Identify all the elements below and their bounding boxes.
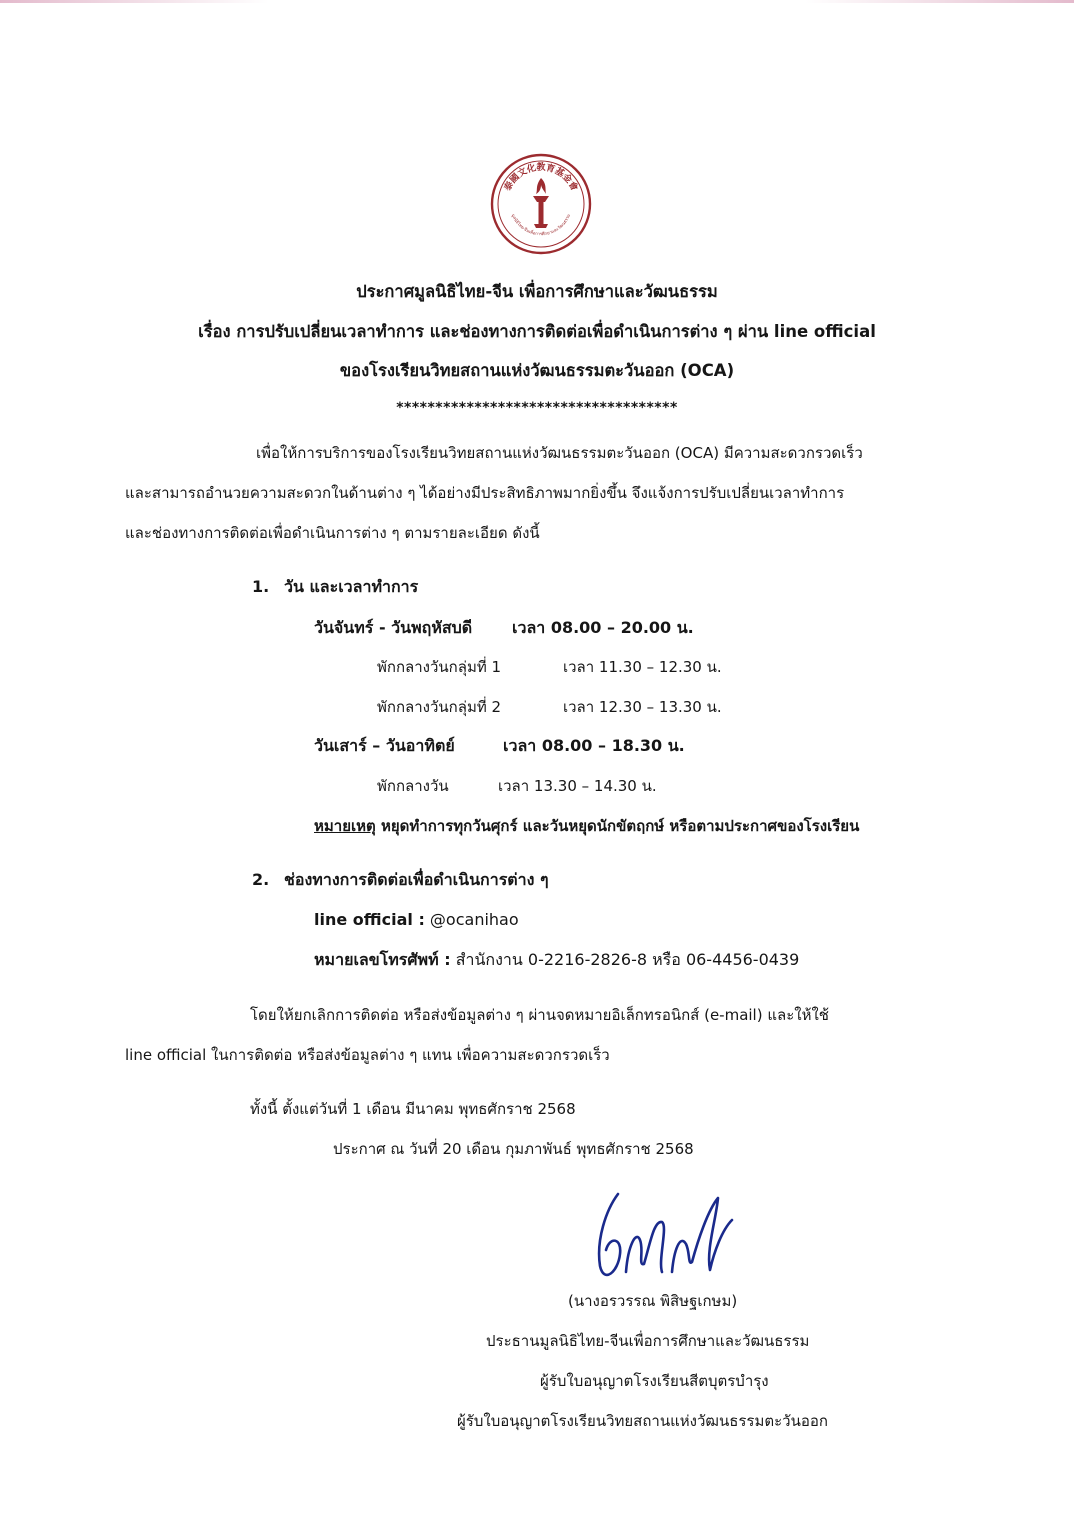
break1-label: พักกลางวันกลุ่มที่ 1: [377, 658, 502, 676]
scan-edge: [0, 0, 1074, 3]
phone-label: หมายเลขโทรศัพท์ :: [314, 950, 451, 969]
weekday-days: วันจันทร์ - วันพฤหัสบดี: [314, 618, 473, 637]
foundation-seal-logo: [489, 152, 593, 256]
section1-number: 1.: [252, 577, 270, 596]
weekend-hours: เวลา 08.00 – 18.30 น.: [503, 736, 685, 755]
seal-top-text: 泰國文化教育基金會: [502, 163, 580, 193]
cancel-line-2: line official ในการติดต่อ หรือส่งข้อมูลต่าง ๆ แทน เพื่อความสะดวกรวดเร็ว: [125, 1046, 610, 1064]
cancel-line-1: โดยให้ยกเลิกการติดต่อ หรือส่งข้อมูลต่าง ๆ ผ่านจดหมายอิเล็กทรอนิกส์ (e-mail) และให้ใช้: [250, 1006, 829, 1024]
seal-bottom-text: มูลนิธิไทย-จีนเพื่อการศึกษาและวัฒนธรรม: [510, 213, 572, 237]
effective-date: ทั้งนี้ ตั้งแต่วันที่ 1 เดือน มีนาคม พุทธศักราช 2568: [250, 1100, 576, 1118]
line-official-label: line official :: [314, 910, 425, 929]
signer-title-2: ผู้รับใบอนุญาตโรงเรียนสีตบุตรบำรุง: [540, 1372, 769, 1390]
announcement-date: ประกาศ ณ วันที่ 20 เดือน กุมภาพันธ์ พุทธศักราช 2568: [333, 1140, 694, 1158]
phone-contact: [314, 948, 799, 972]
line-official-id: @ocanihao: [424, 910, 519, 929]
break1-time: เวลา 11.30 – 12.30 น.: [563, 658, 722, 676]
line-official-contact: [314, 908, 519, 932]
holiday-note: [314, 814, 859, 838]
weekday-hours: เวลา 08.00 – 20.00 น.: [512, 618, 694, 637]
break2-time: เวลา 12.30 – 13.30 น.: [563, 698, 722, 716]
announcement-heading: ประกาศมูลนิธิไทย-จีน เพื่อการศึกษาและวัฒนธรรม: [356, 282, 718, 301]
phone-numbers: สำนักงาน 0-2216-2826-8 หรือ 06-4456-0439: [450, 950, 800, 969]
note-text: หยุดทำการทุกวันศุกร์ และวันหยุดนักขัตฤกษ์ หรือตามประกาศของโรงเรียน: [375, 817, 860, 835]
intro-line-1: เพื่อให้การบริการของโรงเรียนวิทยสถานแห่งวัฒนธรรมตะวันออก (OCA) มีความสะดวกรวดเร็ว: [256, 444, 863, 462]
stars-divider: ************************************: [396, 400, 678, 416]
handwritten-signature: [588, 1180, 748, 1290]
svg-text:泰國文化教育基金會: [501, 161, 581, 193]
break2-label: พักกลางวันกลุ่มที่ 2: [377, 698, 502, 716]
intro-line-2: และสามารถอำนวยความสะดวกในด้านต่าง ๆ ได้อย่างมีประสิทธิภาพมากยิ่งขึ้น จึงแจ้งการปรับเปลี่ยนเวลาทำการ: [125, 484, 845, 502]
signer-name: (นางอรวรรณ พิสิษฐเกษม): [568, 1292, 738, 1310]
intro-line-3: และช่องทางการติดต่อเพื่อดำเนินการต่าง ๆ ตามรายละเอียด ดังนี้: [125, 524, 540, 542]
section2-title: ช่องทางการติดต่อเพื่อดำเนินการต่าง ๆ: [284, 870, 549, 889]
note-label: หมายเหตุ: [314, 817, 376, 835]
announcement-subject: เรื่อง การปรับเปลี่ยนเวลาทำการ และช่องทางการติดต่อเพื่อดำเนินการต่าง ๆ ผ่าน line official: [198, 322, 876, 341]
break3-label: พักกลางวัน: [377, 777, 449, 795]
break3-time: เวลา 13.30 – 14.30 น.: [498, 777, 657, 795]
weekend-days: วันเสาร์ – วันอาทิตย์: [314, 736, 455, 755]
signer-title-3: ผู้รับใบอนุญาตโรงเรียนวิทยสถานแห่งวัฒนธรรมตะวันออก: [457, 1412, 828, 1430]
section2-number: 2.: [252, 870, 270, 889]
announcement-school: ของโรงเรียนวิทยสถานแห่งวัฒนธรรมตะวันออก (OCA): [339, 361, 735, 380]
section1-title: วัน และเวลาทำการ: [284, 577, 419, 596]
signer-title-1: ประธานมูลนิธิไทย-จีนเพื่อการศึกษาและวัฒนธรรม: [486, 1332, 810, 1350]
